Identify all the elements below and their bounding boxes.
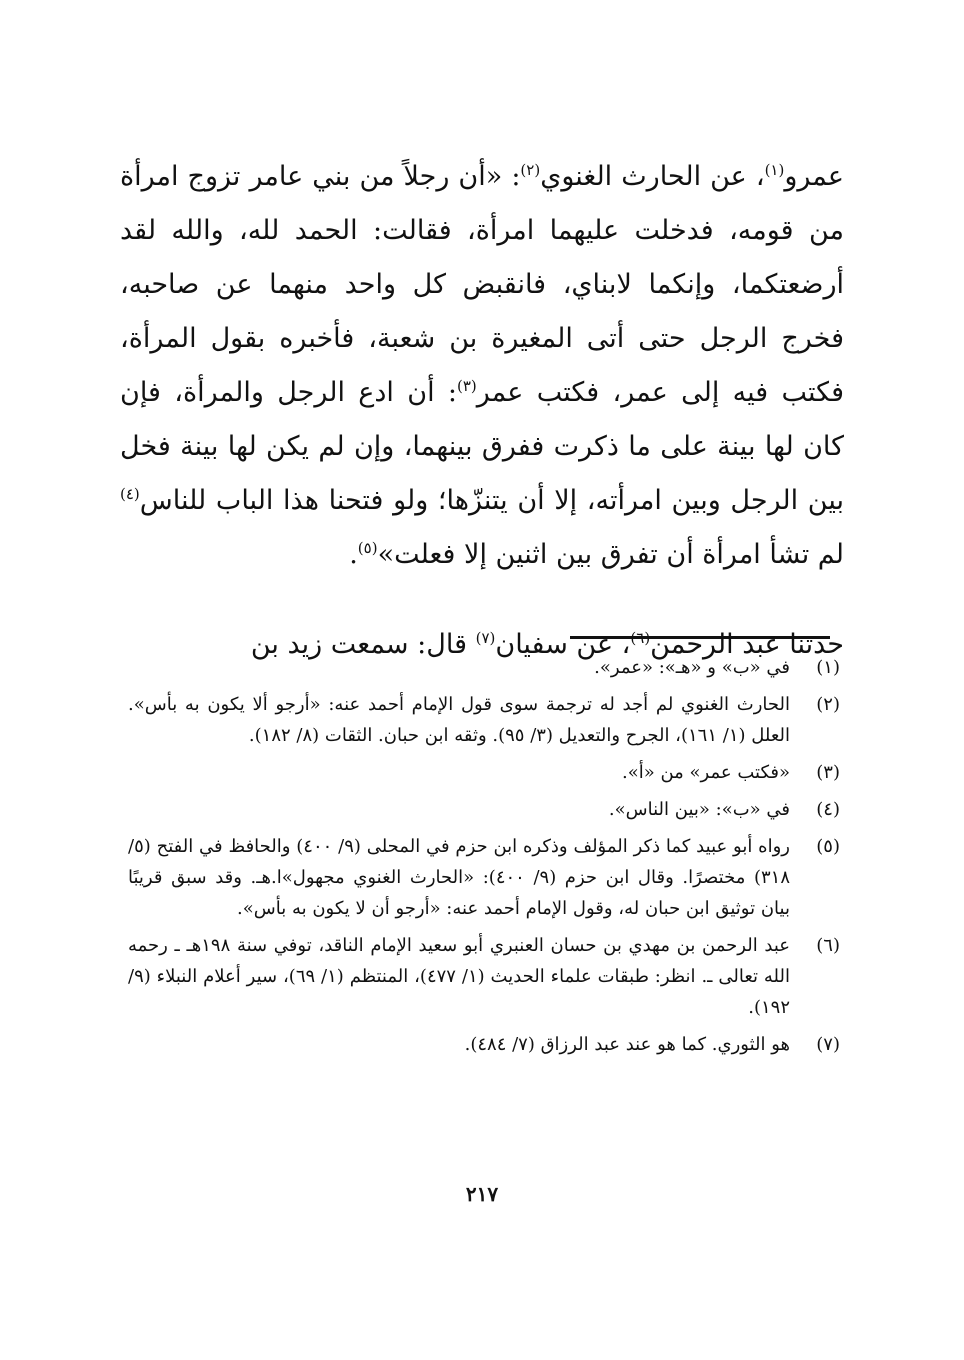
footnote-text: هو الثوري. كما هو عند عبد الرزاق (٧/ ٤٨٤).	[464, 1034, 790, 1055]
footnote-number: (٣)	[816, 762, 840, 783]
footnotes	[128, 652, 840, 1066]
footnote-item	[128, 794, 840, 825]
text-run: قال: سمعت زيد بن	[250, 629, 476, 660]
footnote-item	[128, 831, 840, 924]
footnote-number: (١)	[816, 657, 840, 678]
footnote-text: الحارث الغنوي لم أجد له ترجمة سوى قول الإمام أحمد عنه: «أرجو ألا يكون به بأس». العلل (١/ ١٦١)، الجرح والتعديل (٣/ ٩٥). وثقه ابن حبان. الثقات (٨/ ١٨٢).	[128, 694, 790, 746]
footnote-number: (٦)	[816, 935, 840, 956]
footnote-text: رواه أبو عبيد كما ذكر المؤلف وذكره ابن حزم في المحلى (٩/ ٤٠٠) والحافظ في الفتح (٥/ ٣١٨) مختصرًا. وقال ابن حزم (٩/ ٤٠٠): «الحارث الغنوي مجهول»ا.هـ. وقد سبق قريبًا بيان توثيق ابن حبان له، وقول الإمام أحمد عنه: «أرجو أن لا يكون به بأس».	[128, 836, 790, 919]
footnote-item	[128, 757, 840, 788]
text-run: حدثنا عبد الرحمن	[650, 629, 844, 660]
footnote-item	[128, 689, 840, 751]
footnote-ref[interactable]: (٣)	[456, 377, 477, 395]
footnote-number: (٥)	[816, 836, 840, 857]
footnote-item	[128, 1029, 840, 1060]
text-run: : أن ادع الرجل والمرأة، فإن كان لها بينة على ما ذكرت ففرق بينهما، وإن لم يكن لها بينة فخل بين الرجل وبين امرأته، إلا أن يتنزّها؛ ولو فتحنا هذا الباب للناس	[120, 377, 844, 516]
text-run: .	[349, 539, 358, 570]
text-run: ، عن الحارث الغنوي	[540, 161, 765, 192]
text-run: عمرو	[784, 161, 844, 192]
footnote-ref[interactable]: (٢)	[520, 161, 541, 179]
text-run: ، عن سفيان	[495, 629, 631, 660]
footnote-separator	[570, 636, 830, 639]
main-paragraph-1	[120, 150, 844, 582]
main-text	[120, 150, 844, 672]
text-run: لم تشأ امرأة أن تفرق بين اثنين إلا فعلت»	[377, 539, 844, 570]
footnote-item	[128, 930, 840, 1023]
text-run: : «أن رجلاً من بني عامر تزوج امرأة من قومه، فدخلت عليهما امرأة، فقالت: الحمد لله، والله لقد أرضعتكما، وإنكما لابناي، فانقبض كل واحد منهما عن صاحبه، فخرج الرجل حتى أتى المغيرة بن شعبة، فأخبره بقول المرأة، فكتب فيه إلى عمر، فكتب عمر	[120, 161, 844, 408]
footnote-text: في «ب» و «هـ»: «عمر».	[594, 657, 790, 678]
footnote-number: (٢)	[816, 694, 840, 715]
footnote-ref[interactable]: (٤)	[120, 485, 140, 503]
footnote-text: عبد الرحمن بن مهدي بن حسان العنبري أبو سعيد الإمام الناقد، توفي سنة ١٩٨هـ ـ رحمه الله تعالى ـ. انظر: طبقات علماء الحديث (١/ ٤٧٧)، المنتظم (١/ ٦٩)، سير أعلام النبلاء (٩/ ١٩٢).	[128, 935, 790, 1018]
footnote-item	[128, 652, 840, 683]
footnote-ref[interactable]: (٧)	[475, 629, 496, 647]
footnote-number: (٤)	[816, 799, 840, 820]
page-number: ٢١٧	[465, 1182, 499, 1206]
footnote-text: في «ب»: «بين الناس».	[608, 799, 790, 820]
footnote-ref[interactable]: (١)	[764, 161, 785, 179]
footnote-ref[interactable]: (٥)	[357, 539, 378, 557]
footnote-text: «فكتب عمر» من «أ».	[621, 762, 790, 783]
footnote-number: (٧)	[816, 1034, 840, 1055]
footnote-ref[interactable]: (٦)	[630, 629, 651, 647]
